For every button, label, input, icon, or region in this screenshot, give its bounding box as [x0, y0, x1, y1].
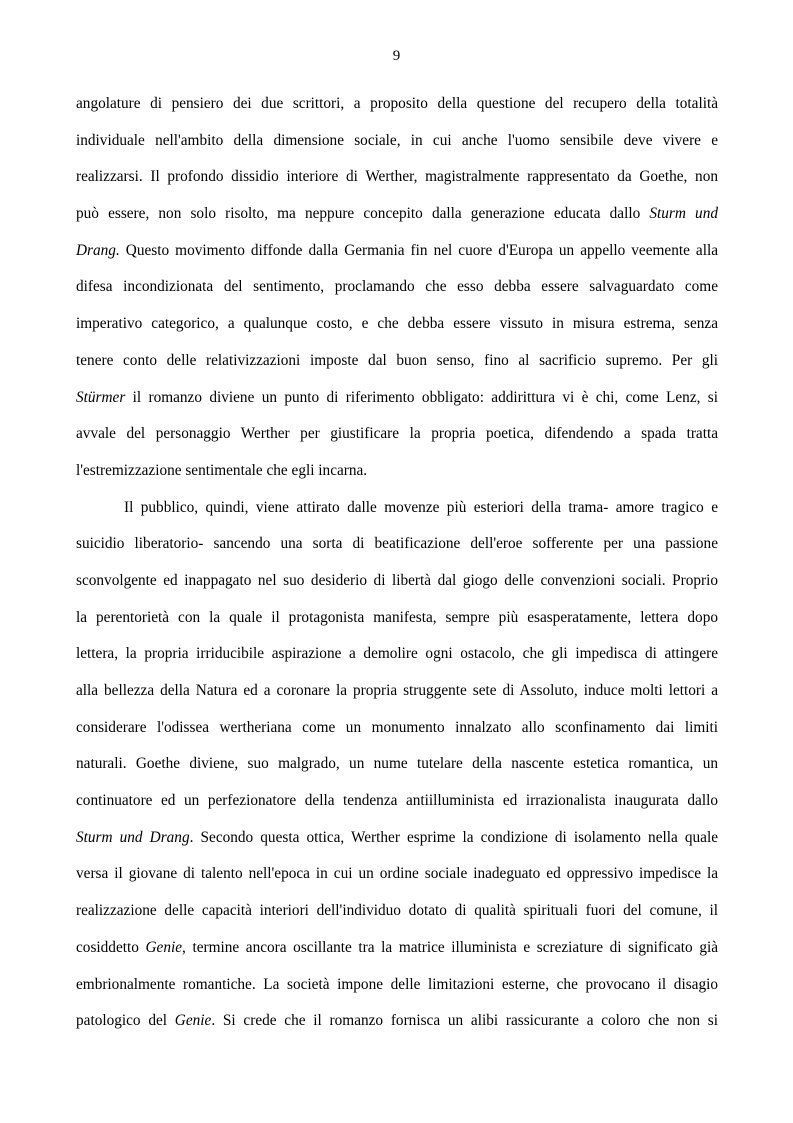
text-line — [76, 643, 718, 680]
text-run: individuale nell'ambito della dimensione sociale, in cui anche l'uomo sensibile deve vivere e — [76, 131, 718, 149]
text-line — [76, 790, 718, 827]
italic-text: Drang. — [76, 241, 120, 259]
text-run: l'estremizzazione sentimentale che egli incarna. — [76, 461, 368, 479]
text-run: la perentorietà con la quale il protagonista manifesta, sempre più esasperatamente, lettera dopo — [76, 608, 718, 626]
text-run: versa il giovane di talento nell'epoca in cui un ordine sociale inadeguato ed oppressivo impedisce la — [76, 865, 718, 883]
italic-text: Genie — [145, 938, 183, 956]
text-line — [76, 240, 718, 277]
text-line — [76, 387, 718, 424]
text-line — [76, 166, 718, 203]
text-run: patologico del — [76, 1012, 175, 1030]
text-run: , termine ancora oscillante tra la matrice illuminista e screziature di significato già — [182, 938, 719, 956]
text-line — [76, 717, 718, 754]
text-line — [76, 276, 718, 313]
text-run: lettera, la propria irriducibile aspirazione a demolire ogni ostacolo, che gli impedisca di attingere — [76, 645, 718, 663]
text-run: Questo movimento diffonde dalla Germania fin nel cuore d'Europa un appello veemente alla — [119, 241, 718, 259]
text-line — [76, 753, 718, 790]
text-line — [76, 93, 718, 130]
text-line — [76, 607, 718, 644]
text-run: cosiddetto — [76, 938, 146, 956]
text-line — [76, 460, 718, 497]
text-line — [76, 423, 718, 460]
text-line — [76, 570, 718, 607]
italic-text: Sturm und Drang — [76, 828, 190, 846]
text-run: angolature di pensiero dei due scrittori, a proposito della questione del recupero della totalità — [76, 95, 718, 112]
italic-text: Genie — [174, 1012, 212, 1030]
paragraph — [76, 497, 718, 1047]
text-line — [76, 313, 718, 350]
text-run: tenere conto delle relativizzazioni imposte dal buon senso, fino al sacrificio supremo. Per gli — [76, 351, 718, 369]
text-run: il romanzo diviene un punto di riferimento obbligato: addirittura vi è chi, come Lenz, si — [125, 388, 718, 406]
page-number: 9 — [392, 48, 401, 64]
text-run: Il pubblico, quindi, viene attirato dalle movenze più esteriori della trama- amore tragico e — [124, 498, 718, 516]
text-run: embrionalmente romantiche. La società impone delle limitazioni esterne, che provocano il disagio — [76, 975, 718, 993]
text-run: considerare l'odissea wertheriana come un monumento innalzato allo sconfinamento dai limiti — [76, 718, 718, 736]
text-run: realizzazione delle capacità interiori dell'individuo dotato di qualità spirituali fuori del comune, il — [76, 902, 718, 920]
text-line — [76, 974, 718, 1011]
text-line — [76, 1010, 718, 1047]
text-run: . Si crede che il romanzo fornisca un alibi rassicurante a coloro che non si — [211, 1012, 718, 1030]
text-run: può essere, non solo risolto, ma neppure concepito dalla generazione educata dallo — [76, 205, 650, 223]
text-run: naturali. Goethe diviene, suo malgrado, un nume tutelare della nascente estetica romantica, un — [76, 755, 718, 773]
text-run: alla bellezza della Natura ed a coronare la propria struggente sete di Assoluto, induce molti lettori a — [76, 682, 718, 699]
text-line — [76, 497, 718, 534]
text-line — [76, 937, 718, 974]
text-line — [76, 900, 718, 937]
italic-text: Sturm und — [649, 205, 718, 223]
text-run: continuatore ed un perfezionatore della tendenza antiilluminista ed irrazionalista inaugurata dallo — [76, 792, 718, 810]
text-run: sconvolgente ed inappagato nel suo desiderio di libertà dal giogo delle convenzioni sociali. Proprio — [76, 571, 718, 589]
italic-text: Stürmer — [76, 388, 126, 406]
text-line — [76, 827, 718, 864]
paragraph — [76, 93, 718, 497]
text-line — [76, 680, 718, 717]
text-line — [76, 130, 718, 167]
text-run: difesa incondizionata del sentimento, proclamando che esso debba essere salvaguardato come — [76, 278, 718, 296]
text-run: suicidio liberatorio- sancendo una sorta di beatificazione dell'eroe sofferente per una passione — [76, 535, 718, 553]
text-run: imperativo categorico, a qualunque costo, e che debba essere vissuto in misura estrema, senza — [76, 315, 718, 333]
text-line — [76, 863, 718, 900]
text-run: realizzarsi. Il profondo dissidio interiore di Werther, magistralmente rappresentato da Goethe, non — [76, 168, 718, 186]
text-line — [76, 533, 718, 570]
text-line — [76, 203, 718, 240]
text-run: . Secondo questa ottica, Werther esprime la condizione di isolamento nella quale — [189, 828, 718, 846]
body-text — [76, 93, 718, 1047]
text-line — [76, 350, 718, 387]
text-run: avvale del personaggio Werther per giustificare la propria poetica, difendendo a spada tratta — [76, 425, 718, 443]
